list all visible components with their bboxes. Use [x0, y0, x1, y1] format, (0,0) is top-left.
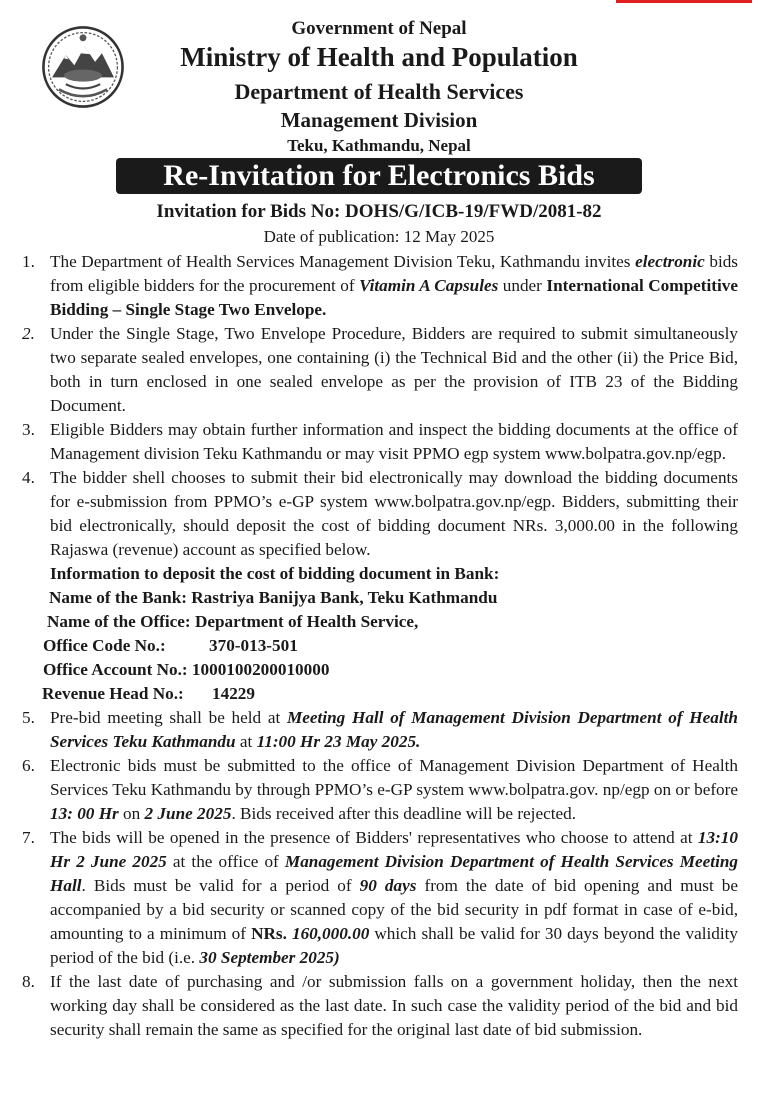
clause-emphasis: 13: 00 Hr — [50, 804, 119, 823]
division-heading: Management Division — [280, 108, 478, 132]
clause-number: 3. — [22, 420, 35, 439]
clause-text: at the office of — [166, 852, 285, 871]
notice-body — [20, 250, 738, 1042]
clause-number: 8. — [22, 972, 35, 991]
clause-4 — [20, 466, 738, 562]
clause-emphasis: 13:10 Hr 2 June 2025 — [50, 828, 738, 871]
clause-emphasis: International Competitive Bidding – Single Stage Two Envelope. — [50, 276, 738, 319]
clause-list — [20, 250, 738, 562]
clause-text: at — [235, 732, 257, 751]
clause-number: 7. — [22, 828, 35, 847]
clause-1 — [20, 250, 738, 322]
clause-6 — [20, 754, 738, 826]
clause-emphasis: Vitamin A Capsules — [359, 276, 499, 295]
clause-emphasis: 2 June 2025 — [144, 804, 232, 823]
clause-text: under — [498, 276, 547, 295]
clause-text: on — [118, 804, 145, 823]
clause-number: 4. — [22, 468, 35, 487]
publication-date: Date of publication: 12 May 2025 — [263, 227, 495, 246]
office-account-label: Office Account No.: — [43, 660, 188, 679]
revenue-head-row — [20, 682, 738, 706]
clause-emphasis: Meeting Hall of Management Division Department of Health Services Teku Kathmandu — [50, 708, 738, 751]
clause-list-continued — [20, 706, 738, 1042]
clause-emphasis: 11:00 Hr 23 May 2025. — [256, 732, 421, 751]
government-heading: Government of Nepal — [291, 18, 467, 39]
office-code-label: Office Code No.: — [43, 636, 166, 655]
clause-text: The Department of Health Services Management Division Teku, Kathmandu invites — [50, 252, 636, 271]
notice-title-banner: Re-Invitation for Electronics Bids — [116, 158, 642, 194]
clause-emphasis: 90 days — [359, 876, 417, 895]
ministry-heading: Ministry of Health and Population — [180, 42, 578, 72]
clause-5 — [20, 706, 738, 754]
clause-number: 2. — [22, 324, 35, 343]
clause-text: Pre-bid meeting shall be held at — [50, 708, 287, 727]
clause-number: 5. — [22, 708, 35, 727]
bank-info-heading: Information to deposit the cost of bidding document in Bank: — [50, 564, 500, 583]
office-name: Name of the Office: Department of Health Service, — [47, 612, 419, 631]
clause-3 — [20, 418, 738, 466]
clause-text: which shall be valid for 30 days beyond the validity period of the bid (i.e. — [50, 924, 738, 967]
office-code-value: 370-013-501 — [209, 636, 298, 655]
clause-7 — [20, 826, 738, 970]
clause-emphasis: Management Division Department of Health Services Meeting Hall — [50, 852, 738, 895]
address-heading: Teku, Kathmandu, Nepal — [287, 136, 471, 155]
revenue-head-label: Revenue Head No.: — [42, 684, 184, 703]
clause-emphasis: NRs. — [251, 924, 287, 943]
office-account-row — [20, 658, 738, 682]
office-account-value: 1000100200010000 — [191, 660, 330, 679]
clause-emphasis: electronic — [635, 252, 705, 271]
bid-number: Invitation for Bids No: DOHS/G/ICB-19/FWD/2081-82 — [156, 201, 602, 222]
bank-name: Name of the Bank: Rastriya Banijya Bank, Teku Kathmandu — [49, 588, 498, 607]
clause-text: from the date of bid opening and must be accompanied by a bid security or scanned copy of the bid security in pdf format in case of e-bid, amounting to a minimum of — [50, 876, 738, 943]
clause-text: Eligible Bidders may obtain further information and inspect the bidding documents at the office of Management division Teku Kathmandu or may visit PPMO egp system www.bolpatra.gov.np/egp. — [50, 420, 738, 463]
clause-2 — [20, 322, 738, 418]
clause-emphasis: 30 September 2025) — [199, 948, 340, 967]
bank-information — [20, 562, 738, 706]
clause-text: . Bids received after this deadline will be rejected. — [231, 804, 577, 823]
department-heading: Department of Health Services — [234, 79, 524, 104]
clause-text: Under the Single Stage, Two Envelope Procedure, Bidders are required to submit simultaneously two separate sealed envelopes, one containing (i) the Technical Bid and the other (ii) the Price Bid, both in turn enclosed in one sealed envelope as per the provision of ITB 23 of the Bidding Document. — [50, 324, 738, 415]
clause-number: 6. — [22, 756, 35, 775]
clause-number: 1. — [22, 252, 35, 271]
clause-emphasis: 160,000.00 — [291, 924, 370, 943]
clause-text: The bidder shell chooses to submit their bid electronically may download the bidding documents for e-submission from PPMO’s e-GP system www.bolpatra.gov.np/egp. Bidders, submitting their bid electronically, should deposit the cost of bidding document NRs. 3,000.00 in the following Rajaswa (revenue) account as specified below. — [50, 468, 738, 559]
clause-text: The bids will be opened in the presence of Bidders' representatives who choose to attend at — [50, 828, 698, 847]
clause-text: . Bids must be valid for a period of — [81, 876, 360, 895]
top-red-strip — [616, 0, 752, 3]
clause-text: bids from eligible bidders for the procurement of — [50, 252, 738, 295]
clause-text: If the last date of purchasing and /or submission falls on a government holiday, then the next working day shall be considered as the last date. In such case the validity period of the bid and bid security shall remain the same as specified for the original last date of bid submission. — [50, 972, 738, 1039]
clause-8 — [20, 970, 738, 1042]
revenue-head-value: 14229 — [212, 684, 255, 703]
office-code-row — [20, 634, 738, 658]
clause-text: Electronic bids must be submitted to the office of Management Division Department of Health Services Teku Kathmandu by through PPMO’s e-GP system www.bolpatra.gov. np/egp on or before — [50, 756, 738, 799]
